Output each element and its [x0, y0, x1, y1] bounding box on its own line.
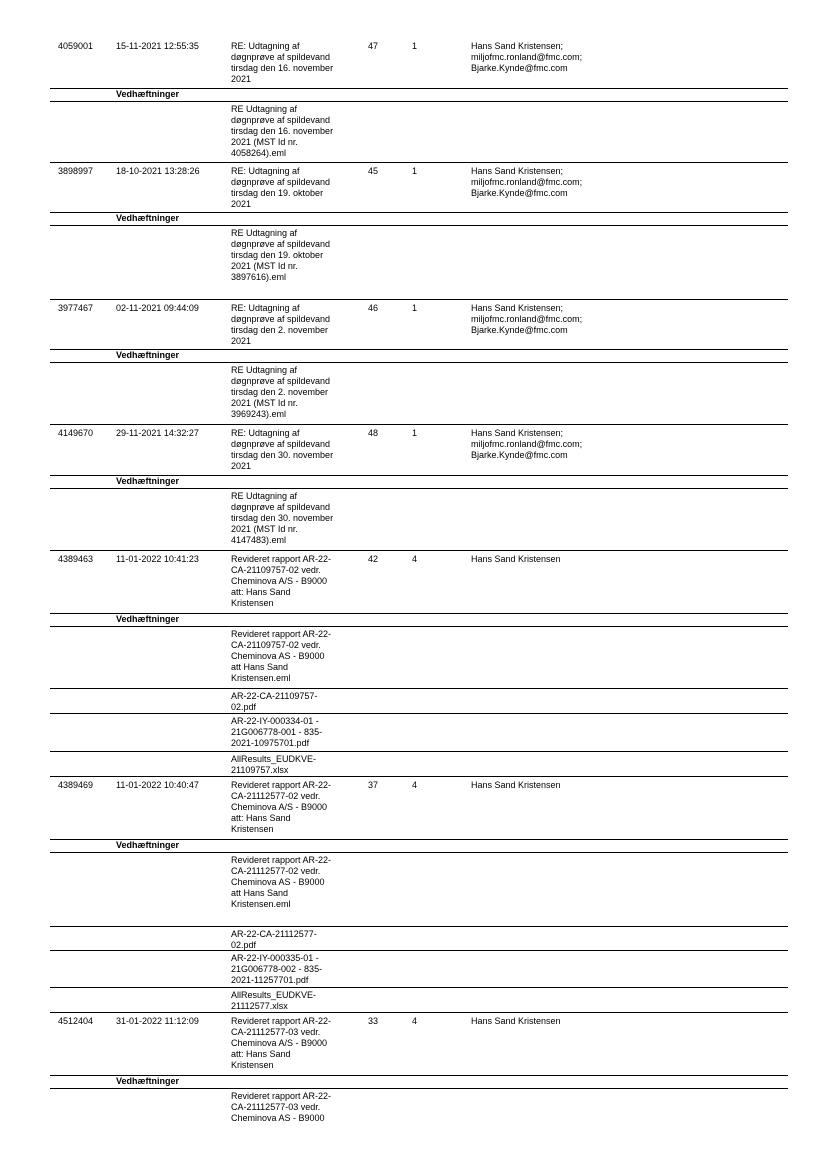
attachment-filename: RE Udtagning af døgnprøve af spildevand tirsdag den 2. november 2021 (MST Id nr. 3969243).eml — [231, 365, 331, 419]
attachment-filename: RE Udtagning af døgnprøve af spildevand tirsdag den 16. november 2021 (MST Id nr. 4058264).eml — [231, 104, 334, 158]
record-id: 4512404 — [58, 1016, 94, 1026]
record-subject: Revideret rapport AR-22- CA-21112577-02 vedr. Cheminova A/S - B9000 att: Hans Sand Kristensen — [231, 780, 332, 834]
record-id: 4059001 — [58, 41, 94, 51]
attachments-header — [50, 613, 788, 627]
record-date: 15-11-2021 12:55:35 — [116, 41, 199, 51]
record-recipients: Hans Sand Kristensen — [471, 780, 561, 790]
attachment-row — [50, 226, 788, 300]
record-count: 37 — [368, 780, 379, 790]
record-row — [50, 38, 788, 88]
record-row — [50, 551, 788, 613]
attachments-label: Vedhæftninger — [116, 476, 180, 486]
record-date: 29-11-2021 14:32:27 — [116, 428, 199, 438]
attachments-header — [50, 475, 788, 489]
record-row — [50, 425, 788, 475]
attachment-filename: RE Udtagning af døgnprøve af spildevand tirsdag den 30. november 2021 (MST Id nr. 4147483).eml — [231, 491, 334, 545]
attachments-header — [50, 88, 788, 102]
attachment-filename: Revideret rapport AR-22- CA-21112577-03 vedr. Cheminova AS - B9000 — [231, 1091, 332, 1123]
attachments-label: Vedhæftninger — [116, 614, 180, 624]
record-subject: Revideret rapport AR-22- CA-21112577-03 vedr. Cheminova A/S - B9000 att: Hans Sand Kristensen — [231, 1016, 332, 1070]
record-attachment-count: 1 — [412, 303, 418, 313]
record-date: 11-01-2022 10:40:47 — [116, 780, 199, 790]
attachments-label: Vedhæftninger — [116, 1076, 180, 1086]
record-attachment-count: 4 — [412, 554, 418, 564]
record-row — [50, 1013, 788, 1075]
record-subject: Revideret rapport AR-22- CA-21109757-02 vedr. Cheminova A/S - B9000 att: Hans Sand Kristensen — [231, 554, 332, 608]
attachment-filename: AR-22-CA-21112577- 02.pdf — [231, 929, 317, 950]
record-recipients: Hans Sand Kristensen; miljofmc.ronland@fmc.com; Bjarke.Kynde@fmc.com — [471, 303, 583, 335]
attachment-row — [50, 627, 788, 689]
attachment-row — [50, 927, 788, 951]
record-row — [50, 300, 788, 349]
attachment-filename: AR-22-IY-000334-01 - 21G006778-001 - 835- 2021-10975701.pdf — [231, 716, 323, 748]
attachment-filename: AllResults_EUDKVE- 21112577.xlsx — [231, 990, 317, 1011]
record-subject: RE: Udtagning af døgnprøve af spildevand tirsdag den 30. november 2021 — [231, 428, 334, 471]
record-row — [50, 163, 788, 212]
record-count: 46 — [368, 303, 379, 313]
record-count: 33 — [368, 1016, 379, 1026]
attachment-row — [50, 489, 788, 551]
attachments-header — [50, 349, 788, 363]
attachment-filename: Revideret rapport AR-22- CA-21112577-02 vedr. Cheminova AS - B9000 att Hans Sand Kristensen.eml — [231, 855, 332, 909]
attachment-row — [50, 102, 788, 163]
record-subject: RE: Udtagning af døgnprøve af spildevand tirsdag den 16. november 2021 — [231, 41, 334, 84]
attachment-row — [50, 988, 788, 1013]
record-recipients: Hans Sand Kristensen; miljofmc.ronland@fmc.com; Bjarke.Kynde@fmc.com — [471, 41, 583, 73]
record-id: 3977467 — [58, 303, 94, 313]
attachment-row — [50, 752, 788, 777]
record-subject: RE: Udtagning af døgnprøve af spildevand tirsdag den 2. november 2021 — [231, 303, 331, 346]
record-recipients: Hans Sand Kristensen — [471, 554, 561, 564]
attachment-filename: AR-22-CA-21109757- 02.pdf — [231, 691, 318, 712]
attachment-row — [50, 714, 788, 752]
record-date: 02-11-2021 09:44:09 — [116, 303, 199, 313]
attachments-header — [50, 212, 788, 226]
attachments-label: Vedhæftninger — [116, 89, 180, 99]
attachment-filename: AR-22-IY-000335-01 - 21G006778-002 - 835- 2021-11257701.pdf — [231, 953, 323, 985]
attachment-row — [50, 1089, 788, 1129]
record-recipients: Hans Sand Kristensen; miljofmc.ronland@fmc.com; Bjarke.Kynde@fmc.com — [471, 166, 583, 198]
record-id: 3898997 — [58, 166, 94, 176]
record-attachment-count: 1 — [412, 166, 418, 176]
record-id: 4149670 — [58, 428, 94, 438]
attachments-label: Vedhæftninger — [116, 840, 180, 850]
record-row — [50, 777, 788, 839]
record-attachment-count: 4 — [412, 780, 418, 790]
attachments-label: Vedhæftninger — [116, 350, 180, 360]
record-recipients: Hans Sand Kristensen; miljofmc.ronland@fmc.com; Bjarke.Kynde@fmc.com — [471, 428, 583, 460]
record-attachment-count: 1 — [412, 41, 418, 51]
attachment-filename: Revideret rapport AR-22- CA-21109757-02 vedr. Cheminova AS - B9000 att Hans Sand Kristensen.eml — [231, 629, 332, 683]
record-count: 47 — [368, 41, 379, 51]
record-date: 31-01-2022 11:12:09 — [116, 1016, 199, 1026]
attachment-row — [50, 689, 788, 714]
attachment-filename: AllResults_EUDKVE- 21109757.xlsx — [231, 754, 317, 775]
document-table — [50, 38, 788, 1129]
attachment-row — [50, 853, 788, 927]
record-subject: RE: Udtagning af døgnprøve af spildevand tirsdag den 19. oktober 2021 — [231, 166, 331, 209]
record-count: 42 — [368, 554, 379, 564]
record-count: 45 — [368, 166, 379, 176]
attachments-header — [50, 1075, 788, 1089]
attachments-label: Vedhæftninger — [116, 213, 180, 223]
record-attachment-count: 1 — [412, 428, 418, 438]
attachment-filename: RE Udtagning af døgnprøve af spildevand tirsdag den 19. oktober 2021 (MST Id nr. 3897616).eml — [231, 228, 331, 282]
attachment-row — [50, 363, 788, 425]
record-id: 4389469 — [58, 780, 94, 790]
record-recipients: Hans Sand Kristensen — [471, 1016, 561, 1026]
record-id: 4389463 — [58, 554, 94, 564]
attachments-header — [50, 839, 788, 853]
record-date: 18-10-2021 13:28:26 — [116, 166, 200, 176]
attachment-row — [50, 951, 788, 988]
record-date: 11-01-2022 10:41:23 — [116, 554, 199, 564]
record-attachment-count: 4 — [412, 1016, 418, 1026]
record-count: 48 — [368, 428, 379, 438]
